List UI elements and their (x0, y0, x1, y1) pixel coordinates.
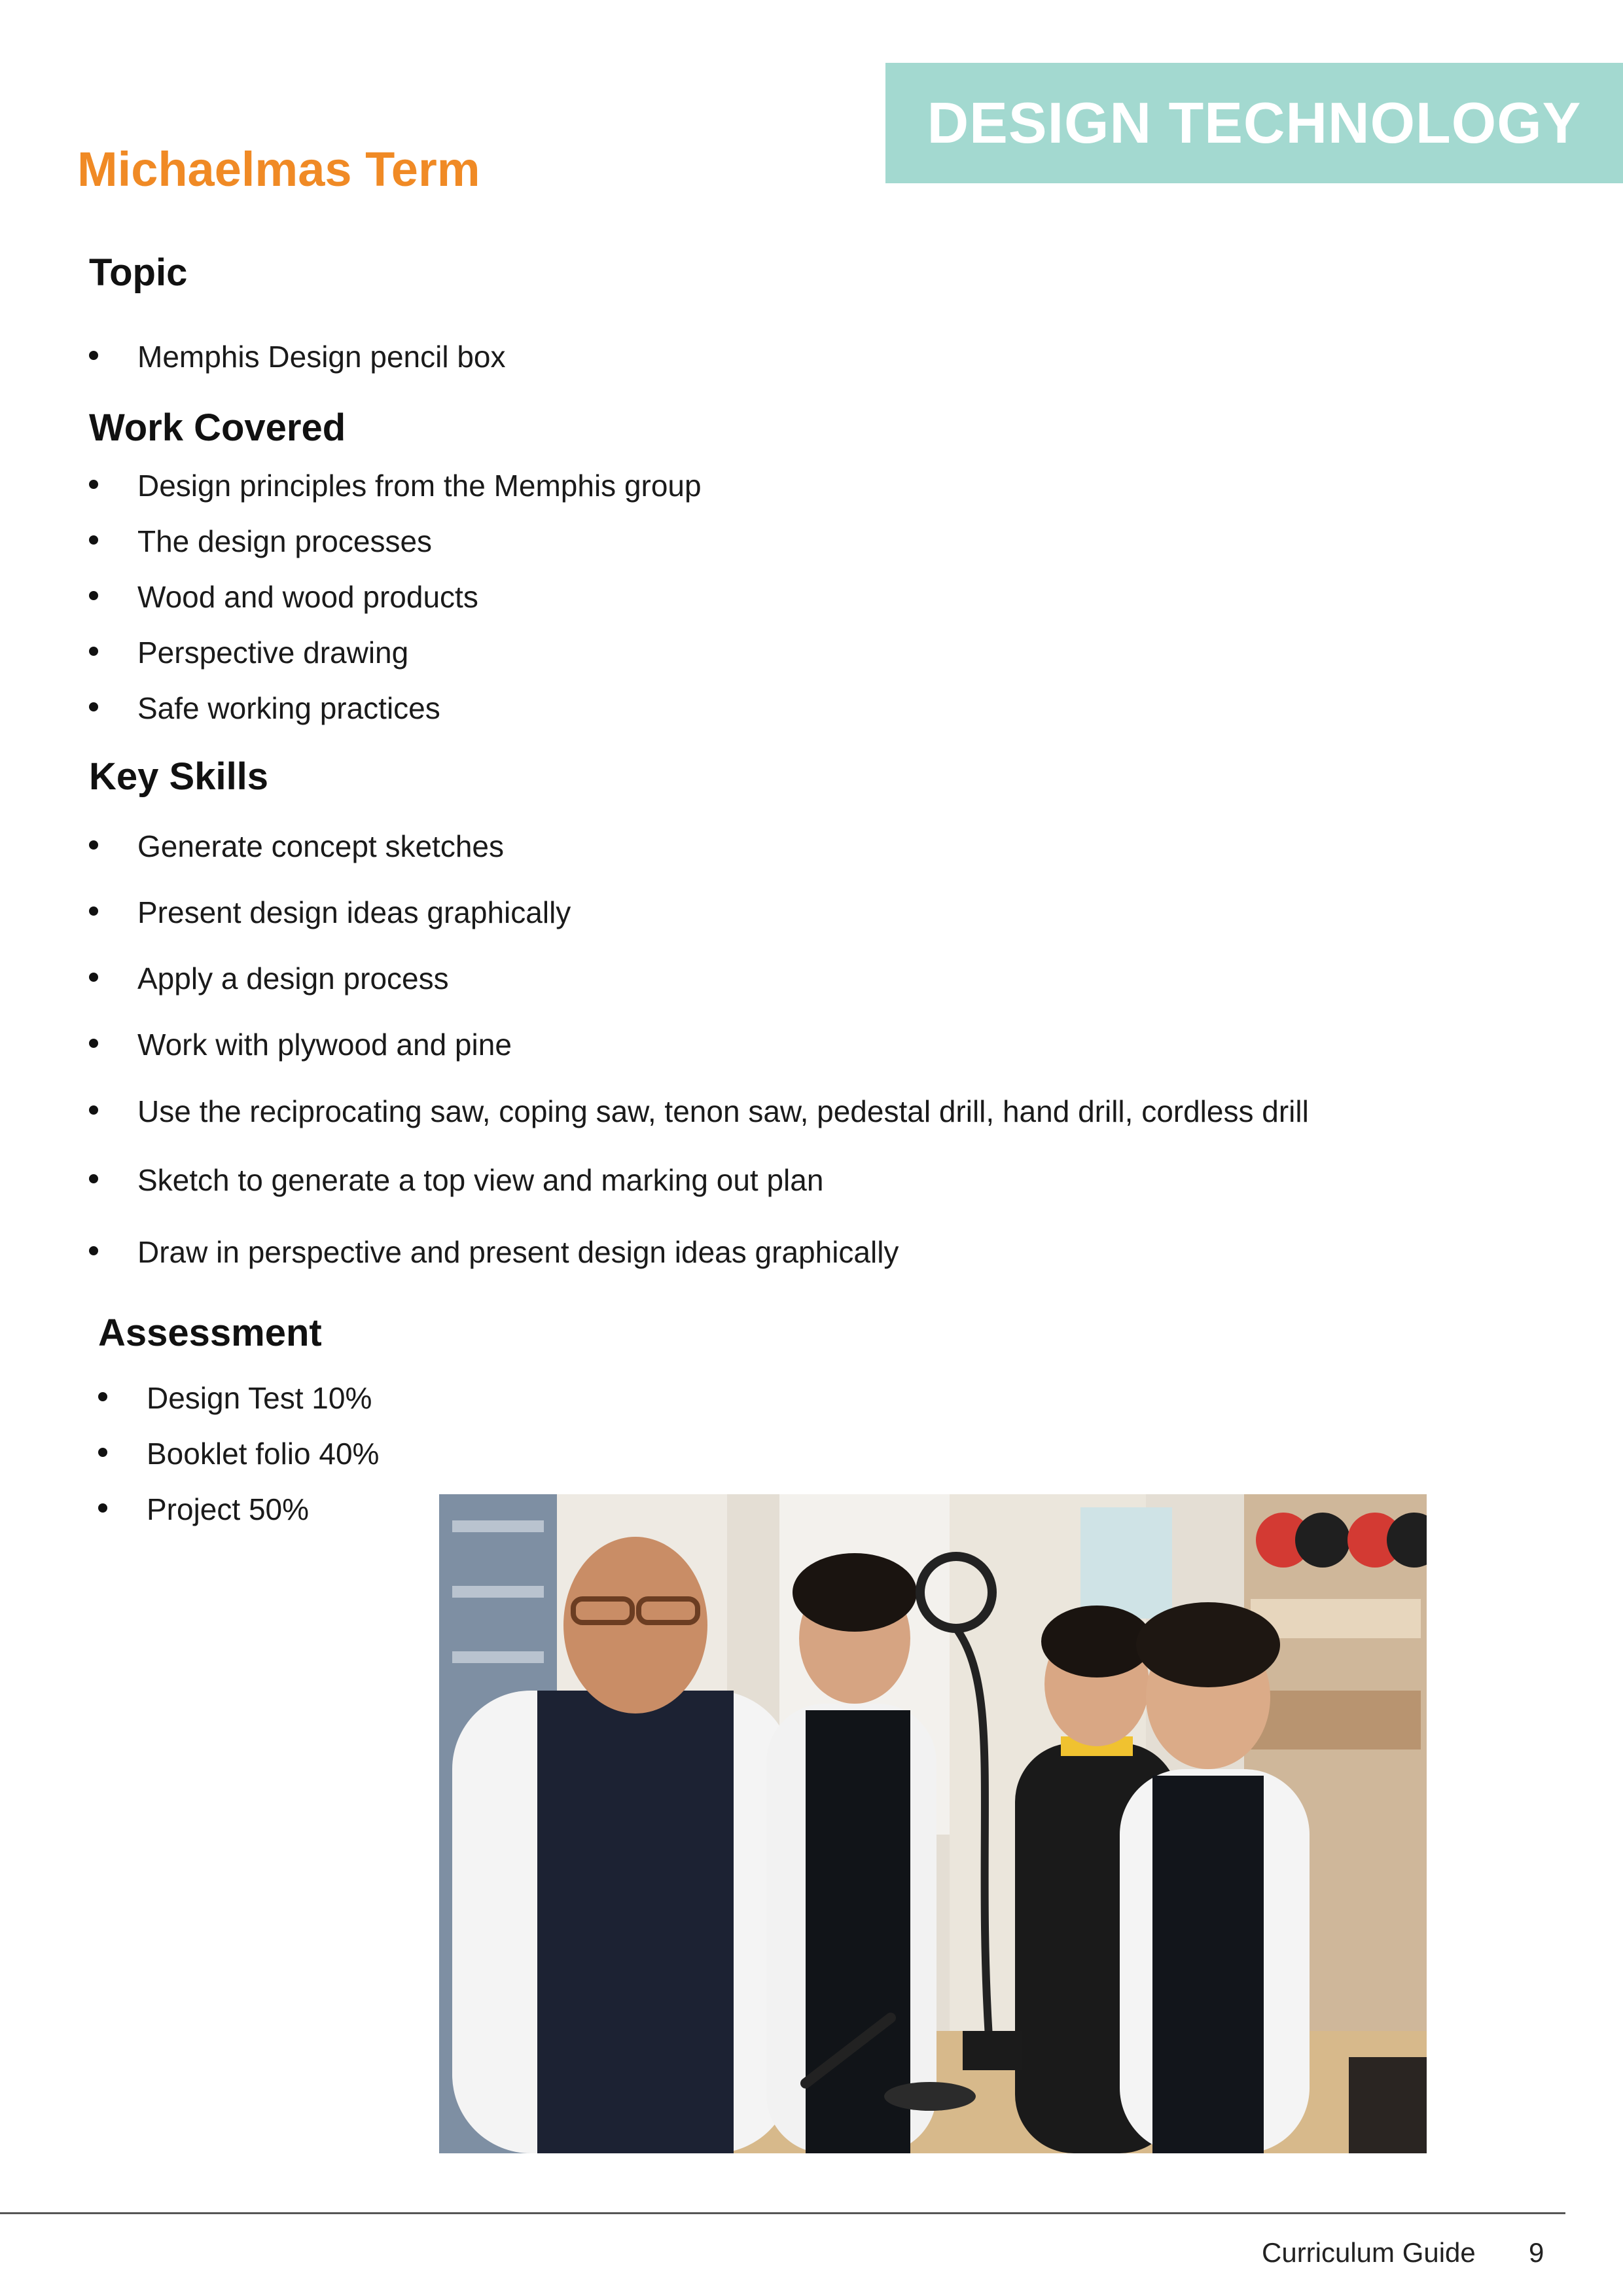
bullet-icon (89, 591, 98, 600)
workshop-photo (439, 1494, 1427, 2153)
work-covered-heading: Work Covered (89, 406, 346, 449)
bullet-icon (98, 1392, 107, 1401)
bullet-icon (89, 973, 98, 982)
assessment-heading: Assessment (98, 1312, 322, 1354)
bullet-icon (89, 1105, 98, 1115)
bullet-icon (89, 1246, 98, 1255)
bullet-icon (98, 1503, 107, 1513)
bullet-icon (89, 647, 98, 656)
bullet-icon (89, 1039, 98, 1048)
page-number: 9 (1529, 2237, 1544, 2268)
footer-label: Curriculum Guide (1262, 2237, 1476, 2268)
workshop-photo-icon (439, 1494, 1427, 2153)
bullet-icon (89, 535, 98, 545)
bullet-icon (98, 1448, 107, 1457)
bullet-icon (89, 480, 98, 489)
bullet-icon (89, 906, 98, 916)
bullet-icon (89, 1174, 98, 1183)
subject-banner (885, 63, 1623, 183)
bullet-icon (89, 351, 98, 360)
term-title: Michaelmas Term (77, 142, 480, 196)
key-skills-heading: Key Skills (89, 755, 269, 798)
topic-heading: Topic (89, 251, 188, 294)
subject-banner-title: DESIGN TECHNOLOGY (927, 90, 1582, 155)
bullet-icon (89, 702, 98, 711)
footer-divider (0, 2212, 1565, 2214)
bullet-icon (89, 840, 98, 850)
